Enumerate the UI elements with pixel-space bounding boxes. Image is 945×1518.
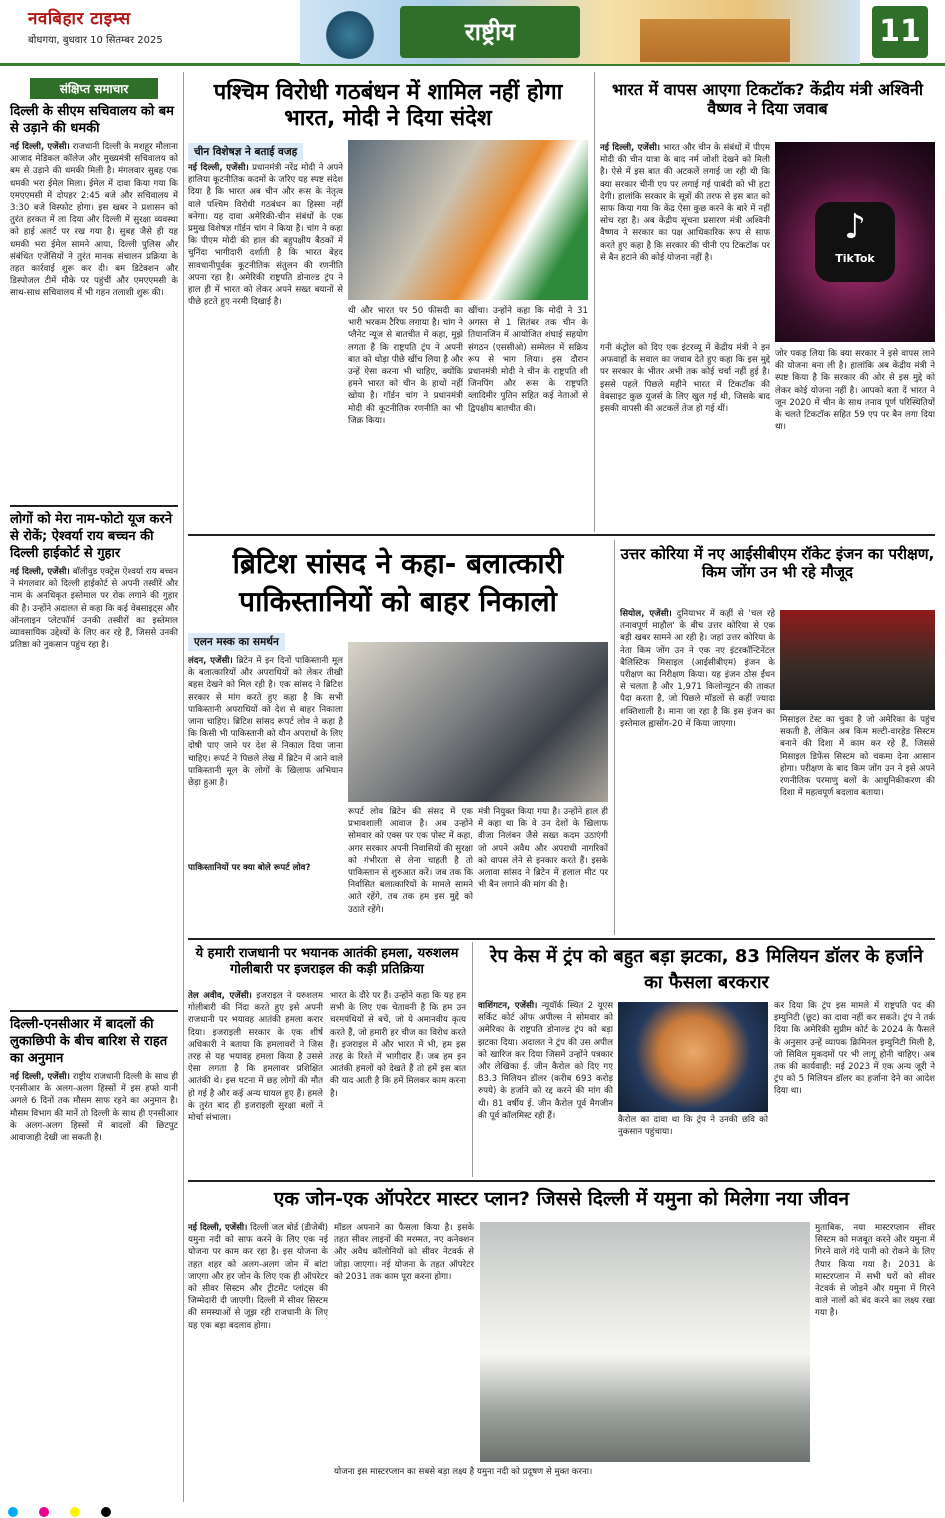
brief-text-1: राजधानी दिल्ली के मशहूर मौलाना आजाद मेडिकल कॉलेज और मुख्यमंत्री सचिवालय को बम से उड़ाने की धमकी मिली है। मंगलवार सुबह एक धमकी भरा ईमेल मिला। ईमेल में दावा किया गया कि एमएएमसी में दोपहर 2:45 बजे और सचिवालय में 3:30 बजे विस्फोट होगा। इस खबर ने प्रशासन को तुरंत हरकत में ला दिया और दिल्ली में सुरक्षा व्यवस्था को हाई अलर्ट पर रख गया है। सुबह जैसे ही यह धमकी भरा ईमेल सामने आया, दिल्ली पुलिस और संबंधित एजेंसियों ने तुरंत मानक संचालन प्रक्रिया के तहत कार्रवाई शुरू कर दी। बम डिटेक्शन और डिस्पोजल टीमें मौके पर पहुंचीं और एमएएमसी के साथ-साथ सचिवालय में भी गहन तलाशी शुरू की। <box>10 142 178 299</box>
tiktok-photo <box>775 142 935 342</box>
brief-dateline-2: नई दिल्ली, एजेंसी। <box>10 567 70 577</box>
israel-text: इजराइल ने यरुशलम गोलीबारी की निंदा करते हुए इसे अपनी राजधानी पर भयावह आतंकी हमला करार दिया। इजराइली सरकार के एक शीर्ष अधिकारी ने बताया कि हमलावरों ने जिस तरह से यह भयावह हमला किया है उससे ऐसा लगता है कि हमलावर प्रशिक्षित आतंकी थे। इस घटना में छह लोगों की मौत हो गई है और कई अन्य घायल हुए हैं। हमले के तुरंत बाद ही इजराइली सुरक्षा बलों ने मोर्चा संभाला। <box>188 991 323 1124</box>
leaders-photo <box>348 140 588 300</box>
page-number: 11 <box>872 6 928 58</box>
uk-dateline: लंदन, एजेंसी। <box>188 656 233 666</box>
korea-text: दुनियाभर में कहीं से 'चल रहे तनावपूर्ण माहौल' के बीच उत्तर कोरिया से एक बड़ी खबर सामने आ रही है। जहां उत्तर कोरिया के नेता किम जोंग उन ने एक नए इंटरकॉन्टिनेंटल बैलिस्टिक मिसाइल (आईसीबीएम) इंजन के परीक्षण का निरीक्षण किया। यह इंजन ठोस ईंधन से चलता है और 1,971 किलोन्यूटन की ताकत पैदा करता है, जो पिछले मॉडलों से कहीं ज्यादा शक्तिशाली है। माना जा रहा है कि इस इंजन का इस्तेमाल ह्वासोंग-20 में किया जाएगा। <box>620 609 775 729</box>
black-dot <box>101 1507 111 1517</box>
brief-body-1 <box>10 141 178 501</box>
uk-kicker-wrap <box>188 630 338 651</box>
uk-text: ब्रिटेन में इन दिनों पाकिस्तानी मूल के बलात्कारियों और अपराधियों को लेकर तीखी बहस देखने को मिल रही है। एक सांसद ने ब्रिटिश सरकार से मांग करते हुए कहा है कि सभी पाकिस्तानी अपराधियों को देश से बाहर निकाला जाना चाहिए। ब्रिटिश सांसद रूपर्ट लोव ने कहा है कि किसी भी पाकिस्तानी को यौन अपराधों के लिए दोषी पाए जाने पर देश से निकाल दिया जाना चाहिए। रूपर्ट ने पिछले लेख में ब्रिटेन में आने वाले पाकिस्तानी मूल के लोगों के खिलाफ अभियान छेड़ा हुआ है। <box>188 656 343 789</box>
brief-dateline-3: नई दिल्ली, एजेंसी। <box>10 1072 70 1082</box>
cyan-dot <box>8 1507 18 1517</box>
uk-body-col2: रूपर्ट लोव ब्रिटेन की संसद में एक प्रभावशाली आवाज है। अब उन्होंने सोमवार को एक्स पर एक पोस्ट में कहा, अगर सरकार अपनी निवासियों की सुरक्षा को गंभीरता से लेना चाहती है तो पाकिस्तान से शुरुआत करें। जब तक कि निर्वासित बलात्कारियों के मामले सामने आते रहेंगे, तब तक हम इस मुद्दे को उठाते रहेंगे। <box>348 807 473 915</box>
trump-body <box>478 1000 613 1175</box>
divider <box>10 1010 178 1012</box>
israel-headline: ये हमारी राजधानी पर भयानक आतंकी हमला, यरुशलम गोलीबारी पर इजराइल की कड़ी प्रतिक्रिया <box>195 946 459 977</box>
yamuna-body-col2: मॉडल अपनाने का फैसला किया है। इसके तहत सीवर लाइनों की मरम्मत, नए कनेक्शन और अवैध कॉलोनियों को सीवर नेटवर्क से जोड़ा जाएगा। नई योजना के तहत ऑपरेटर को 2031 तक काम पूरा करना होगा। <box>334 1223 474 1282</box>
uk-headline: ब्रिटिश सांसद ने कहा- बलात्कारी पाकिस्तानियों को बाहर निकालो <box>232 547 564 618</box>
israel-body-col2: भारत के दौरे पर हैं। उन्होंने कहा कि यह हम सभी के लिए एक चेतावनी है कि हम उन चरमपंथियों से बचें, जो ये अमानवीय कृत्य करते हैं, जो हमारी हर चीज का विरोध करते हैं। इजराइल में और भारत में भी, हम इस तरह के रिश्ते में भागीदार हैं। जब हम इन आतंकी हमलों को देखते हैं तो हमें इस बात की याद आती है कि हमें मिलकर काम करना है। <box>330 991 466 1099</box>
brief-body-2 <box>10 566 178 1006</box>
divider <box>188 938 935 940</box>
brief-dateline-1: नई दिल्ली, एजेंसी। <box>10 142 70 152</box>
tiktok-body-col2: गनी कंट्रोल को दिए एक इंटरव्यू में केंद्रीय मंत्री ने इन अफवाहों के सवाल का जवाब देते हुए कहा कि इस मुद्दे पर सरकार के भीतर अभी तक कोई चर्चा नहीं हुई है। इससे पहले पिछले महीने भारत में टिकटॉक की वेबसाइट कुछ यूजर्स के लिए खुल गई थी, जिसके बाद इसकी वापसी की अटकलें तेज हो गई थीं। <box>600 343 770 415</box>
israel-body <box>188 990 323 1173</box>
korea-body-col2: मिसाइल टेस्ट का चुका है जो अमेरिका के पहुंच सकती है, लेकिन अब किम मल्टी-वारहेड सिस्टम बनाने की दिशा में काम कर रहे हैं, जिससे मिसाइल डिफेंस सिस्टम को चकमा देना आसान होगा। परीक्षण के बाद किम जोंग उन ने इसे अपने रणनीतिक परमाणु बलों के आधुनिकीकरण की दिशा में महत्वपूर्ण बदलाव बताया। <box>780 715 935 799</box>
tiktok-headline: भारत में वापस आएगा टिकटॉक? केंद्रीय मंत्री अश्विनी वैष्णव ने दिया जवाब <box>611 80 924 119</box>
divider <box>188 1180 935 1182</box>
israel-dateline: तेल अवीव, एजेंसी। <box>188 991 252 1001</box>
brief-text-2: बॉलीवुड एक्ट्रेस ऐश्वर्या राय बच्चन ने मंगलवार को दिल्ली हाईकोर्ट से अपनी तस्वीरें और नाम के अनधिकृत इस्तेमाल पर रोक लगाने की गुहार की है। उन्होंने अदालत से कहा कि कई वेबसाइट्स और ऑनलाइन प्लेटफॉर्म उनकी तस्वीरों का इस्तेमाल व्यावसायिक उद्देश्यों के लिए कर रहे हैं, जिससे उनकी प्रतिष्ठा को नुकसान पहुंच रहा है। <box>10 567 178 651</box>
modi-body-col3: खींचा। उन्होंने कहा कि मोदी ने 31 अगस्त से 1 सितंबर तक चीन के तियानजिन में आयोजित शंघाई सहयोग संगठन (एससीओ) सम्मेलन में सक्रिय रूप से भाग लिया। इस दौरान प्रधानमंत्री मोदी ने चीन के राष्ट्रपति शी जिनपिंग और रूस के राष्ट्रपति व्लादिमीर पुतिन सहित कई नेताओं से द्विपक्षीय बातचीत की। <box>468 306 588 414</box>
tiktok-dateline: नई दिल्ली, एजेंसी। <box>600 143 661 153</box>
uk-photo-caption: पाकिस्तानियों पर क्या बोले रूपर्ट लोव? <box>188 863 311 872</box>
brief-text-3: राष्ट्रीय राजधानी दिल्ली के साथ ही एनसीआर के अलग-अलग हिस्सों में इस हफ्ते यानी अगले 6 दिनों तक मौसम साफ रहने का अनुमान है। मौसम विभाग की मानें तो दिल्ली के साथ ही एनसीआर के अलग-अलग हिस्सों में बादलों की छिटपुट आवाजाही देखी जा सकती है। <box>10 1072 178 1144</box>
brief-headline-2: लोगों को मेरा नाम-फोटो यूज करने से रोकें; ऐश्वर्या राय बच्चन की दिल्ली हाईकोर्ट से गुहार <box>10 512 173 561</box>
brief-headline-1: दिल्ली के सीएम सचिवालय को बम से उड़ाने की धमकी <box>10 104 174 136</box>
divider <box>188 534 935 536</box>
column-divider <box>614 540 615 935</box>
issue-date: बोधगया, बुधवार 10 सितम्बर 2025 <box>28 35 163 46</box>
trump-body-col2: कर दिया कि ट्रंप इस मामले में राष्ट्रपति पद की इम्युनिटी (छूट) का दावा नहीं कर सकते। ट्रंप ने तर्क दिया कि अमेरिकी सुप्रीम कोर्ट के 2024 के फैसले के अनुसार उन्हें व्यापक क्रिमिनल इम्युनिटी मिली है, जो सिविल मुकदमों पर भी लागू होनी चाहिए। अब तक की कार्यवाही: मई 2023 में एक अन्य जूरी ने ट्रंप को 5 मिलियन डॉलर का हर्जाना देने का आदेश दिया था। <box>774 1001 935 1097</box>
yamuna-text: दिल्ली जल बोर्ड (डीजेबी) यमुना नदी को साफ करने के लिए एक नई योजना पर काम कर रहा है। इस योजना के तहत शहर को अलग-अलग जोन में बांटा जाएगा और हर जोन के लिए एक ही ऑपरेटर को सीवर सिस्टम और ट्रीटमेंट प्लांट्स की जिम्मेदारी दी जाएगी। दिल्ली में सीवर सिस्टम की समस्याओं से जूझ रही राजधानी के लिए यह एक बड़ा बदलाव होगा। <box>188 1223 328 1331</box>
divider <box>10 505 178 507</box>
yamuna-body <box>188 1222 328 1497</box>
uk-body <box>188 655 343 860</box>
modi-headline: पश्चिम विरोधी गठबंधन में शामिल नहीं होगा भारत, मोदी ने दिया संदेश <box>213 80 563 132</box>
trump-dateline: वाशिंगटन, एजेंसी। <box>478 1001 538 1011</box>
column-divider <box>472 942 473 1177</box>
tiktok-body-col3: जोर पकड़ लिया कि क्या सरकार ने इसे वापस लाने की योजना बना ली है। हालांकि अब केंद्रीय मंत्री ने स्पष्ट किया है कि सरकार की ओर से इस मुद्दे को लेकर कोई योजना नहीं है। आपको बता दें भारत ने जून 2020 में चीन के साथ तनाव पूर्ण परिस्थितियों के चलते टिकटॉक सहित 59 एप पर बैन लगा दिया था। <box>775 349 935 433</box>
sidebar-tag: संक्षिप्त समाचार <box>30 78 158 99</box>
tiktok-logo-icon: ♪ TikTok <box>815 202 895 282</box>
yamuna-photo <box>480 1222 810 1462</box>
modi-kicker: चीन विशेषज्ञ ने बताई वजह <box>188 143 303 161</box>
trump-text: न्यूयॉर्क स्थित 2 यूएस सर्किट कोर्ट ऑफ अपील्स ने सोमवार को अमेरिका के राष्ट्रपति डोनाल्ड ट्रंप को बड़ा झटका दिया। अदालत ने ट्रंप की उस अपील को खारिज कर दिया जिसमें उन्होंने पत्रकार और लेखिका ई. जीन कैरोल को दिए गए 83.3 मिलियन डॉलर (करीब 693 करोड़ रुपये) के हर्जाने को रद्द करने की मांग की थी। 81 वर्षीय ई. जीन कैरोल पूर्व मैगजीन की पूर्व कॉलमिस्ट रही हैं। <box>478 1001 613 1121</box>
column-divider <box>594 72 595 532</box>
newspaper-brand: नवबिहार टाइम्स <box>28 9 131 29</box>
section-title: राष्ट्रीय <box>400 6 580 58</box>
yamuna-headline: एक जोन-एक ऑपरेटर मास्टर प्लान? जिससे दिल्ली में यमुना को मिलेगा नया जीवन <box>273 1188 850 1210</box>
registration-marks <box>0 1504 945 1518</box>
trump-photo <box>618 1002 768 1112</box>
modi-body <box>188 162 343 497</box>
column-divider <box>183 72 184 1502</box>
korea-headline: उत्तर कोरिया में नए आईसीबीएम रॉकेट इंजन का परीक्षण, किम जोंग उन भी रहे मौजूद <box>620 545 935 581</box>
sidebar-briefs <box>10 78 178 1401</box>
brief-body-3 <box>10 1071 178 1401</box>
tiktok-body <box>600 142 770 337</box>
trump-headline: रेप केस में ट्रंप को बहुत बड़ा झटका, 83 मिलियन डॉलर के हर्जाने का फैसला बरकरार <box>489 946 923 993</box>
uk-kicker: एलन मस्क का समर्थन <box>188 633 285 651</box>
masthead <box>0 0 945 66</box>
trump-photo-caption: कैरोल का दावा था कि ट्रंप ने उनकी छवि को नुकसान पहुंचाया। <box>618 1115 768 1138</box>
yellow-dot <box>70 1507 80 1517</box>
yamuna-photo-caption: योजना इस मास्टरप्लान का सबसे बड़ा लक्ष्य है यमुना नदी को प्रदूषण से मुक्त करना। <box>334 1467 593 1477</box>
yamuna-dateline: नई दिल्ली, एजेंसी। <box>188 1223 248 1233</box>
modi-text: प्रधानमंत्री नरेंद्र मोदी ने अपने हालिया कूटनीतिक कदमों के जरिए यह स्पष्ट संदेश दिया है कि भारत अब चीन और रूस के नेतृत्व वाले पश्चिम विरोधी गठबंधन का हिस्सा नहीं बनेगा। यह दावा अमेरिकी-चीन संबंधों के एक प्रमुख विशेषज्ञ गॉर्डन चांग ने किया है। चांग ने कहा कि पीएम मोदी की हाल की बहुपक्षीय बैठकों में चुनिंदा भागीदारी दर्शाती है कि भारत बेहद सावधानीपूर्वक कूटनीतिक संतुलन की रणनीति अपना रहा है। अमेरिकी राष्ट्रपति डोनाल्ड ट्रंप ने हाल ही में भारत को लेकर अपने सख्त बयानों से पीछे हटते हुए नरमी दिखाई है। <box>188 163 343 308</box>
korea-body <box>620 608 775 933</box>
modi-kicker-wrap <box>188 140 338 161</box>
temple-illustration <box>640 8 790 62</box>
brief-headline-3: दिल्ली-एनसीआर में बादलों की लुकाछिपी के बीच बारिश से राहत का अनुमान <box>10 1017 168 1066</box>
peacock-illustration <box>320 10 380 60</box>
tiktok-text: भारत और चीन के संबंधों में पीएम मोदी की चीन यात्रा के बाद नर्म जोशी देखने को मिली है। ऐसे में इस बात की अटकलें लगाई जा रही थी कि क्या सरकार चीनी एप पर लगाई गई पाबंदी को भी हटा देगी। हालांकि सरकार के सूत्रों की तरफ से इस बात को साफ किया गया कि केंद्र ऐसा कुछ करने के बारे में नहीं सोच रहा है। अब केंद्रीय सूचना प्रसारण मंत्री अश्विनी वैष्णव ने सरकार का पक्ष आधिकारिक रूप से साफ करते हुए कहा है कि सरकार की चीनी एप टिकटॉक पर से बैन हटाने की कोई योजना नहीं है। <box>600 143 770 263</box>
kim-photo <box>780 610 935 710</box>
modi-body-col2: थी और भारत पर 50 फीसदी का भारी भरकम टैरिफ लगाया है। चांग ने प्लैनेट न्यूज से बातचीत में कहा, मुझे लगता है कि राष्ट्रपति ट्रंप ने अपनी बात को थोड़ा पीछे खींच लिया है और उन्हें ऐसा करना भी चाहिए, क्योंकि हमने भारत को चीन के हाथों नहीं खोया है। गॉर्डन चांग ने प्रधानमंत्री मोदी की कूटनीतिक रणनीति का भी जिक्र किया। <box>348 306 463 426</box>
uk-body-col3: मंत्री नियुक्त किया गया है। उन्होंने हाल ही में कहा था कि वे उन देशों के खिलाफ वीजा निलंबन जैसे सख्त कदम उठाएंगी जो अपने अवैध और अपराधी नागरिकों को वापस लेने से इनकार करते हैं। इसके अलावा सांसद ने ब्रिटेन में हलाल मीट पर भी बैन लगाने की मांग की है। <box>478 807 608 891</box>
mp-photo <box>348 642 608 802</box>
magenta-dot <box>39 1507 49 1517</box>
tiktok-logo-label: TikTok <box>835 252 875 265</box>
modi-dateline: नई दिल्ली, एजेंसी। <box>188 163 249 173</box>
yamuna-body-col3: मुताबिक, नया मास्टरप्लान सीवर सिस्टम को मजबूत करने और यमुना में गिरने वाले गंदे पानी को रोकने के लिए तैयार किया गया है। 2031 के मास्टरप्लान में सभी घरों को सीवर नेटवर्क से जोड़ने और यमुना में गिरने वाले नालों को बंद करने का लक्ष्य रखा गया है। <box>815 1223 935 1319</box>
korea-dateline: सियोल, एजेंसी। <box>620 609 672 619</box>
